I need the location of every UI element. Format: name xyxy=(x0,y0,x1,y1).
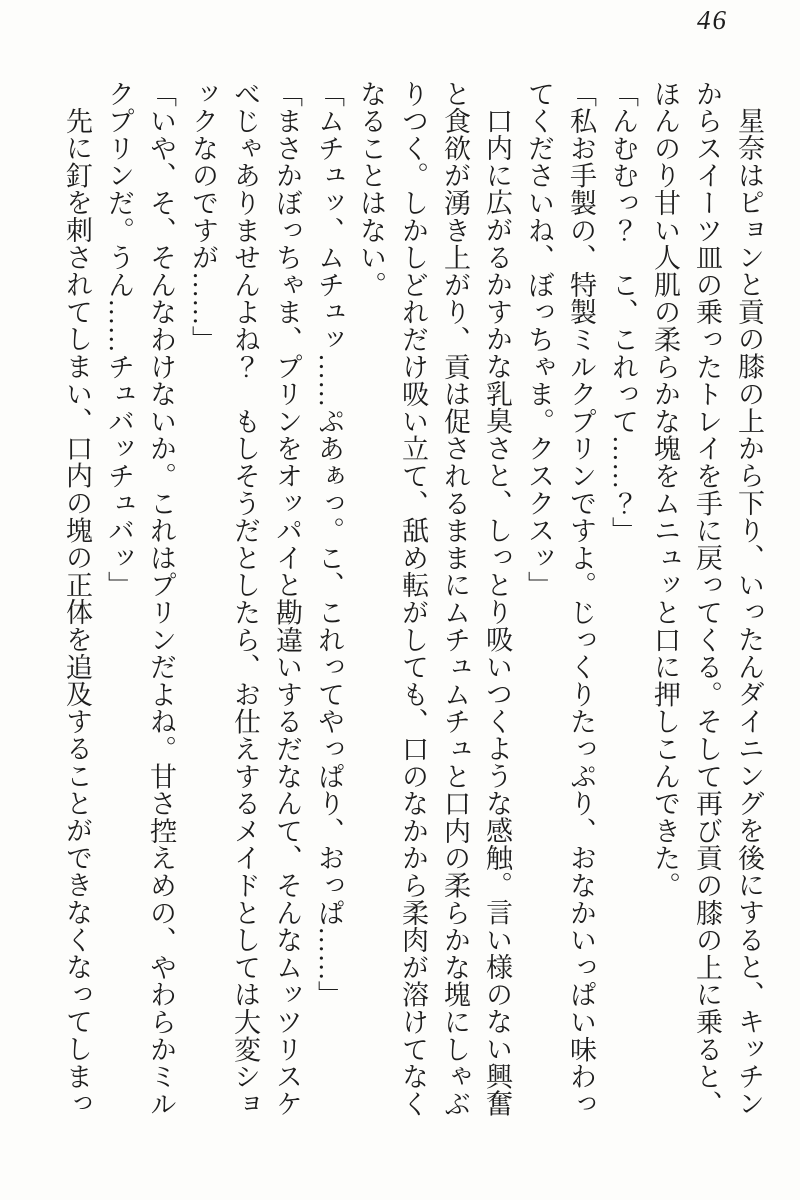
text-column: クプリンだ。うん……チュバッチュバッ」 xyxy=(104,80,134,599)
text-column: りつく。しかしどれだけ吸い立て、舐め転がしても、口のなかから柔肉が溶けてなく xyxy=(398,80,428,1118)
text-column: てくださいね、ぼっちゃま。クスクスッ」 xyxy=(524,80,554,599)
text-column: 先に釘を刺されてしまい、口内の塊の正体を追及することができなくなってしまっ xyxy=(62,107,92,1118)
text-column: べじゃありませんよね？ もしそうだとしたら、お仕えするメイドとしては大変ショ xyxy=(230,80,260,1118)
text-column: 「ムチュッ、ムチュッ……ぷあぁっ。こ、これってやっぱり、おっぱ……」 xyxy=(314,80,344,1009)
text-column: 「んむむっ？ こ、これって……？」 xyxy=(608,80,638,545)
page-number: 46 xyxy=(697,5,728,35)
text-column: 「いや、そ、そんなわけないか。これはプリンだよね。甘さ控えめの、やわらかミル xyxy=(146,80,176,1118)
text-column: 口内に広がるかすかな乳臭さと、しっとり吸いつくような感触。言い様のない興奮 xyxy=(482,107,512,1118)
text-column: ほんのり甘い人肌の柔らかな塊をムニュッと口に押しこんできた。 xyxy=(650,80,680,899)
text-column: と食欲が湧き上がり、貢は促されるままにムチュムチュと口内の柔らかな塊にしゃぶ xyxy=(440,80,470,1118)
text-column: なることはない。 xyxy=(356,80,386,299)
text-column: ックなのですが……」 xyxy=(188,80,218,353)
text-column: からスイーツ皿の乗ったトレイを手に戻ってくる。そして再び貢の膝の上に乗ると、 xyxy=(692,80,722,1118)
text-column: 星奈はピョンと貢の膝の上から下り、いったんダイニングを後にすると、キッチン xyxy=(734,107,764,1118)
text-block xyxy=(56,80,770,1125)
text-column: 「まさかぼっちゃま、プリンをオッパイと勘違いするだなんて、そんなムッツリスケ xyxy=(272,80,302,1118)
text-column: 「私お手製の、特製ミルクプリンですよ。じっくりたっぷり、おなかいっぱい味わっ xyxy=(566,80,596,1118)
